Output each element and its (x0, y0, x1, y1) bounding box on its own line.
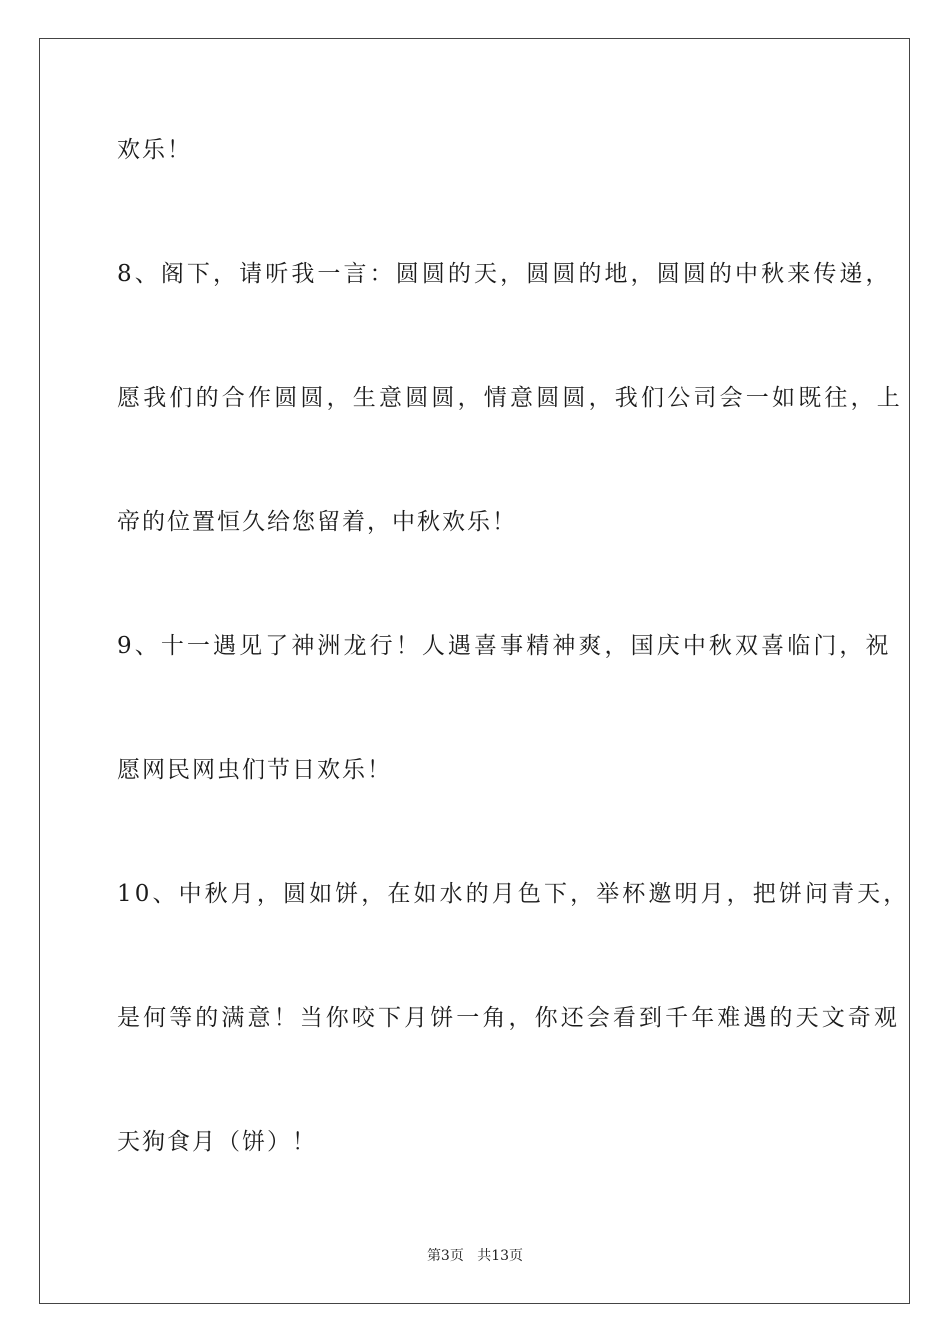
body-text-line: 9、十一遇见了神洲龙行！人遇喜事精神爽，国庆中秋双喜临门，祝 (117, 633, 892, 659)
body-text-line: 欢乐！ (117, 137, 192, 163)
body-text-line: 天狗食月（饼）！ (117, 1129, 317, 1155)
page-total: 共13页 (477, 1248, 524, 1264)
page-footer (0, 1247, 950, 1265)
body-text-line: 8、阁下，请听我一言：圆圆的天，圆圆的地，圆圆的中秋来传递， (117, 261, 892, 287)
body-text-line: 帝的位置恒久给您留着，中秋欢乐！ (117, 509, 517, 535)
body-text-line: 愿网民网虫们节日欢乐！ (117, 757, 392, 783)
body-text-line: 10、中秋月，圆如饼，在如水的月色下，举杯邀明月，把饼问青天， (117, 881, 910, 907)
body-text-line: 愿我们的合作圆圆，生意圆圆，情意圆圆，我们公司会一如既往，上 (117, 385, 903, 411)
page-number: 第3页 (426, 1248, 464, 1264)
body-text-line: 是何等的满意！当你咬下月饼一角，你还会看到千年难遇的天文奇观 (117, 1005, 900, 1031)
page-border (39, 38, 910, 1304)
